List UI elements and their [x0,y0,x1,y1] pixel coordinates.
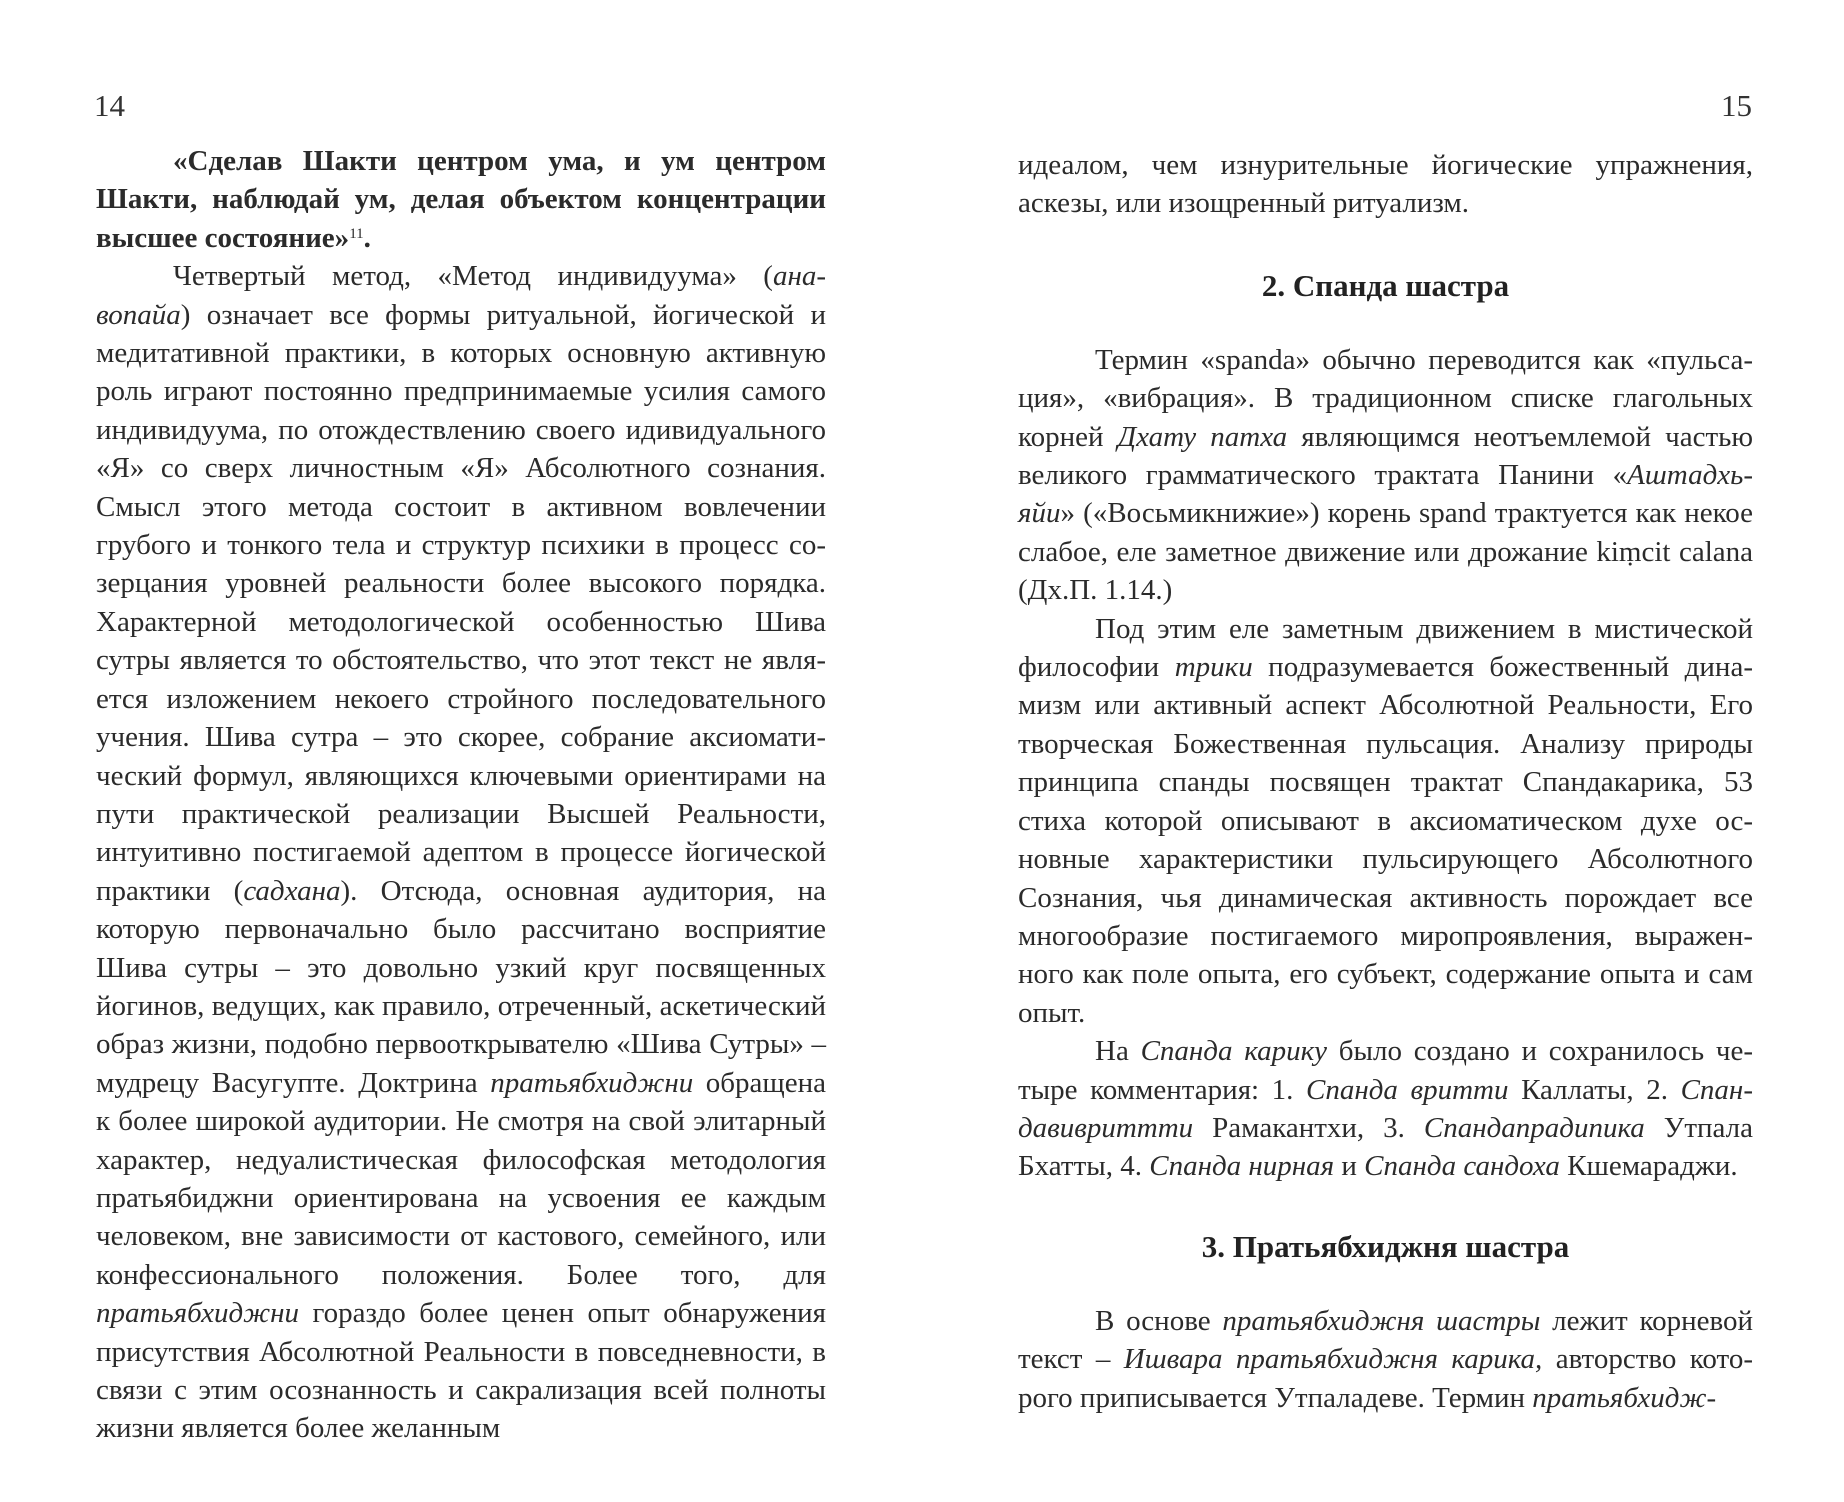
italic-term: Спанда нирная [1149,1150,1335,1183]
italic-term: пратьябхиджня шастры [1222,1304,1541,1337]
text-run: ). Отсюда, основная аудитория, на которую первоначально было рассчитано восприятие Шива сутры – это довольно узкий круг посвященных йогинов, ведущих, как правило, отреченный, аскетический образ жизни, подобно первооткрывателю «Шива Сутры» – мудрецу Васугупте. Доктрина [96,874,826,1099]
paragraph-pratyabhijna [1018,1302,1753,1417]
text-run: На [1095,1035,1141,1068]
text-run: и [1334,1150,1365,1183]
text-run: Утпала Бхатты, 4. [1018,1111,1753,1183]
text-run: лежит корневой текст – [1018,1304,1753,1376]
text-run: Под этим еле заметным движением в мистической философии [1018,612,1753,684]
italic-term: пратьябхиджни [490,1066,694,1099]
italic-term: Аштадхьяйи [1018,459,1753,530]
quote-paragraph [96,142,826,257]
italic-term: пратьябхиджни [96,1297,300,1330]
text-run: Рамакантхи, 3. [1193,1111,1424,1144]
italic-term: Спандапрадипика [1423,1111,1645,1144]
paragraph-spanda-term [1018,341,1753,610]
text-run: Кшемараджи. [1559,1150,1738,1183]
paragraph-spanda-meaning [1018,610,1753,1032]
italic-term: садхана [243,874,341,907]
text-run: ) означает все формы ритуальной, йогической и медитативной практики, в которых основную активную роль играют постоянно предпринимаемые усилия самого индивидуума, по отождествлению своего идивидуального «Я» со сверх личностным «Я» Абсолютного сознания. Смысл этого метода состоит в активном вовлечении грубого и тонкого тела и структур психики в процесс созерцания уровней реальности более высокого порядка. Характерной методологической особенностью Шива сутры является то обстоятельство, что этот текст не является изложением некоего стройного последовательного учения. Шива сутра – это скорее, собрание аксиоматический формул, являющихся ключевыми ориентирами на пути практической реализации Высшей Реальности, интуитивно постигаемой адептом в процессе йогической практики ( [96,298,826,907]
quote-tail: . [363,221,371,254]
section-heading-spanda: 2. Спанда шастра [1261,267,1510,303]
text-run: Четвертый метод, «Метод индивидуума» ( [173,260,773,293]
text-run: гораздо более ценен опыт обнаружения присутствия Абсолютной Реальности в повседневности, в связи с этим осознанность и сакрализация всей полноты жизни является более желанным [96,1297,826,1445]
paragraph-spanda-commentaries [1018,1032,1753,1186]
italic-term: Спанда сандоха [1364,1150,1560,1183]
section-heading-pratyabhijna: 3. Пратьябхиджня шастра [1201,1228,1570,1264]
text-run: подразумевается божественный динамизм или активный аспект Абсолютной Реальности, Его творческая Божественная пульсация. Анализу природы принципа спанды посвящен трактат Спандакарика, 53 стиха которой описывают в аксиоматическом духе основные характеристики пульсирующего Абсолютного Сознания, чья динамическая активность порождает все многообразие постигаемого миропроявления, выраженного как поле опыта, его субъект, содержание опыта и сам опыт. [1018,651,1753,1029]
left-text-column [96,142,826,1448]
italic-term: Спанда карику [1140,1035,1328,1068]
italic-term: Ишвара пратьябхиджня карика, [1123,1343,1543,1376]
text-run: В основе [1095,1304,1223,1337]
page-number-left: 14 [94,88,125,123]
italic-term: Спанда вритти [1306,1073,1509,1106]
paragraph-method-individual [96,257,826,1448]
italic-term: анавопайа [96,260,826,331]
text-run: Каллаты, 2. [1508,1073,1681,1106]
page-number-right: 15 [1721,88,1752,123]
italic-term: Спандавивриттти [1018,1073,1753,1144]
right-page [922,0,1844,1502]
right-text-column [1018,146,1753,1417]
text-run: авторство которого приписывается Утпаладеве. Термин [1018,1343,1753,1414]
italic-term: трики [1174,651,1253,684]
text-run: » («Восьмикнижие») корень spand трактуется как некое слабое, еле заметное движение или дрожание kiṃcit calana (Дх.П. 1.14.) [1018,497,1753,607]
paragraph-continuation: идеалом, чем изнурительные йогические упражнения, аскезы, или изощренный ритуализм. [1018,149,1753,220]
quote-text: «Сделав Шакти центром ума, и ум центром Шакти, наблюдай ум, делая объектом концентрации высшее состояние» [96,145,826,254]
italic-term: пратьябхидж- [1532,1381,1717,1414]
text-run: являющимся неотъемлемой частью великого грамматического трактата Панини « [1018,420,1754,492]
footnote-marker: 11 [349,225,364,242]
text-run: было создано и сохранилось четыре комментария: 1. [1018,1035,1753,1106]
text-run: Термин «spanda» обычно переводится как «пульсация», «вибрация». В традиционном списке глагольных корней [1018,343,1753,453]
italic-term: Дхату патха [1117,420,1288,453]
text-run: обращена к более широкой аудитории. Не смотря на свой элитарный характер, недуалистическая философская методология пратьябиджни ориентирована на усвоения ее каждым человеком, вне зависимости от кастового, семейного, или конфессионального положения. Более того, для [96,1066,826,1291]
